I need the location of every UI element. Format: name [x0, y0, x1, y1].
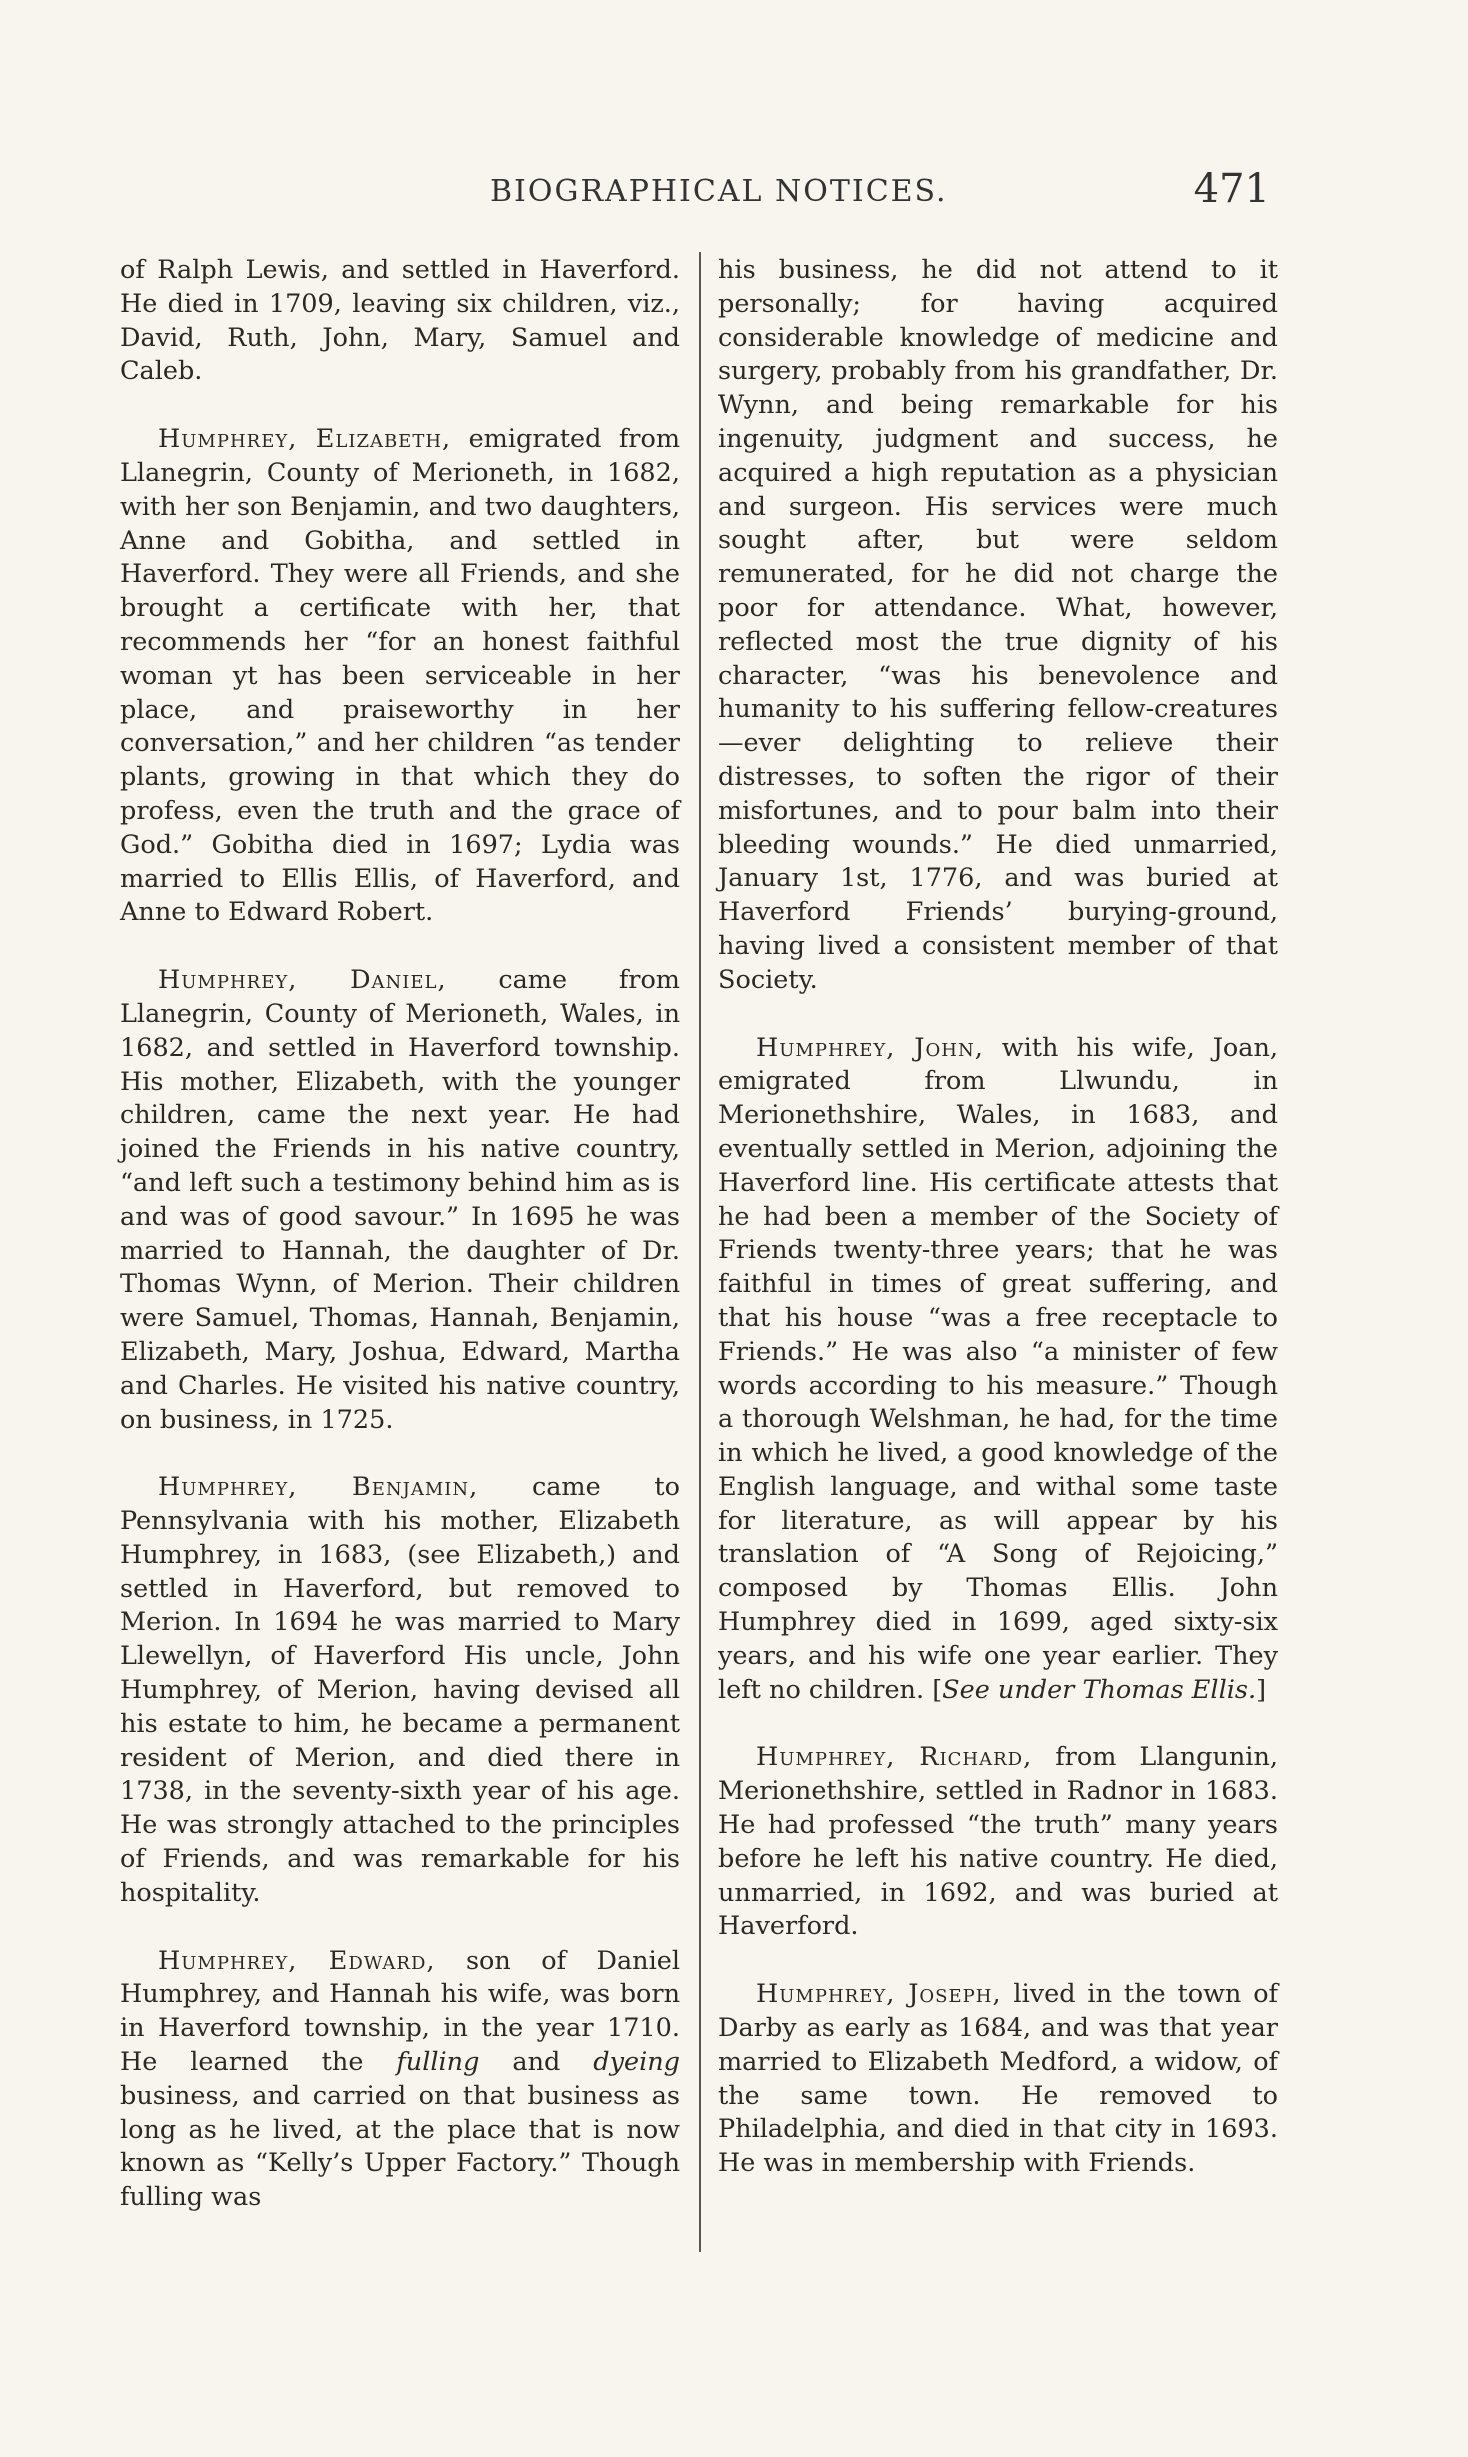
entry-daniel-humphrey — [120, 964, 680, 1437]
right-column — [718, 254, 1278, 2215]
entry-heading: Humphrey, Richard, — [756, 1742, 1033, 1773]
entry-joseph-humphrey — [718, 1978, 1278, 2181]
page-number: 471 — [1193, 166, 1270, 212]
entry-text: came to Pennsylvania with his mother, Elizabeth Humphrey, in 1683, (see Elizabeth,) and settled in Haverford, but removed to Merion. In 1694 he was married to Mary Llewellyn, of Haverford His uncle, John Humphrey, of Merion, having devised all his estate to him, he became a permanent resident of Merion, and died there in 1738, in the seventy-sixth year of his age. He was strongly attached to the principles of Friends, and was remarkable for his hospitality. — [120, 1472, 680, 1908]
entry-elizabeth-humphrey — [120, 423, 680, 930]
entry-continuation — [718, 254, 1278, 998]
entry-text: and — [479, 2047, 594, 2078]
entry-text: with his wife, Joan, emigrated from Llwundu, in Merionethshire, Wales, in 1683, and eventually settled in Merion, adjoining the Haverford line. His certificate attests that he had been a member of the Society of Friends twenty-three years; that he was faithful in times of great suffering, and that his house “was a free receptacle to Friends.” He was also “a minister of few words according to his measure.” Though a thorough Welshman, he had, for the time in which he lived, a good knowledge of the English language, and withal some taste for literature, as will appear by his translation of “A Song of Rejoicing,” composed by Thomas Ellis. John Humphrey died in 1699, aged sixty-six years, and his wife one year earlier. They left no children. — [718, 1032, 1278, 1705]
column-divider — [699, 252, 701, 2252]
cross-reference: See under Thomas Ellis. — [942, 1674, 1257, 1705]
entry-richard-humphrey — [718, 1741, 1278, 1944]
entry-continuation — [120, 254, 680, 389]
bracket: ] — [1256, 1674, 1267, 1705]
bracket: [ — [932, 1674, 943, 1705]
page-header — [120, 166, 1270, 216]
running-title: BIOGRAPHICAL NOTICES. — [490, 174, 948, 209]
entry-heading: Humphrey, Edward, — [158, 1945, 436, 1976]
entry-text: of Ralph Lewis, and settled in Haverford. He died in 1709, leaving six children, viz., David, Ruth, John, Mary, Samuel and Caleb. — [120, 255, 680, 387]
entry-edward-humphrey — [120, 1945, 680, 2215]
entry-heading: Humphrey, Joseph, — [756, 1979, 1002, 2010]
entry-heading: Humphrey, Benjamin, — [158, 1472, 479, 1503]
entry-text: emigrated from Llanegrin, County of Merioneth, in 1682, with her son Benjamin, and two daughters, Anne and Gobitha, and settled in Haverford. They were all Friends, and she brought a certificate with her, that recommends her “for an honest faithful woman yt has been serviceable in her place, and praiseworthy in her conversation,” and her children “as tender plants, growing in that which they do profess, even the truth and the grace of God.” Gobitha died in 1697; Lydia was married to Ellis Ellis, of Haverford, and Anne to Edward Robert. — [120, 424, 680, 928]
entry-text: lived in the town of Darby as early as 1684, and was that year married to Elizabeth Medford, a widow, of the same town. He removed to Philadelphia, and died in that city in 1693. He was in membership with Friends. — [718, 1979, 1278, 2179]
entry-text: business, and carried on that business as long as he lived, at the place that is now known as “Kelly’s Upper Factory.” Though fulling was — [120, 2080, 680, 2213]
entry-benjamin-humphrey — [120, 1471, 680, 1910]
left-column — [120, 254, 680, 2249]
entry-text: came from Llanegrin, County of Merioneth, Wales, in 1682, and settled in Haverford township. His mother, Elizabeth, with the younger children, came the next year. He had joined the Friends in his native country, “and left such a testimony behind him as is and was of good savour.” In 1695 he was married to Hannah, the daughter of Dr. Thomas Wynn, of Merion. Their children were Samuel, Thomas, Hannah, Benjamin, Elizabeth, Mary, Joshua, Edward, Martha and Charles. He visited his native country, on business, in 1725. — [120, 965, 680, 1435]
entry-heading: Humphrey, Elizabeth, — [158, 424, 452, 455]
entry-heading: Humphrey, John, — [756, 1032, 984, 1063]
entry-heading: Humphrey, Daniel, — [158, 965, 447, 996]
entry-italic: dyeing — [593, 2047, 680, 2078]
entry-text: from Llangunin, Merionethshire, settled in Radnor in 1683. He had professed “the truth” many years before he left his native country. He died, unmarried, in 1692, and was buried at Haverford. — [718, 1742, 1278, 1942]
entry-text: son of Daniel Humphrey, and Hannah his wife, was born in Haverford township, in the year 1710. He learned the — [120, 1945, 680, 2078]
entry-text: his business, he did not attend to it personally; for having acquired considerable knowledge of medicine and surgery, probably from his grandfather, Dr. Wynn, and being remarkable for his ingenuity, judgment and success, he acquired a high reputation as a physician and surgeon. His services were much sought after, but were seldom remunerated, for he did not charge the poor for attendance. What, however, reflected most the true dignity of his character, “was his benevolence and humanity to his suffering fellow-creatures—ever delighting to relieve their distresses, to soften the rigor of their misfortunes, and to pour balm into their bleeding wounds.” He died unmarried, January 1st, 1776, and was buried at Haverford Friends’ burying-ground, having lived a consistent member of that Society. — [718, 255, 1278, 995]
entry-italic: fulling — [396, 2047, 480, 2078]
entry-john-humphrey — [718, 1032, 1278, 1708]
